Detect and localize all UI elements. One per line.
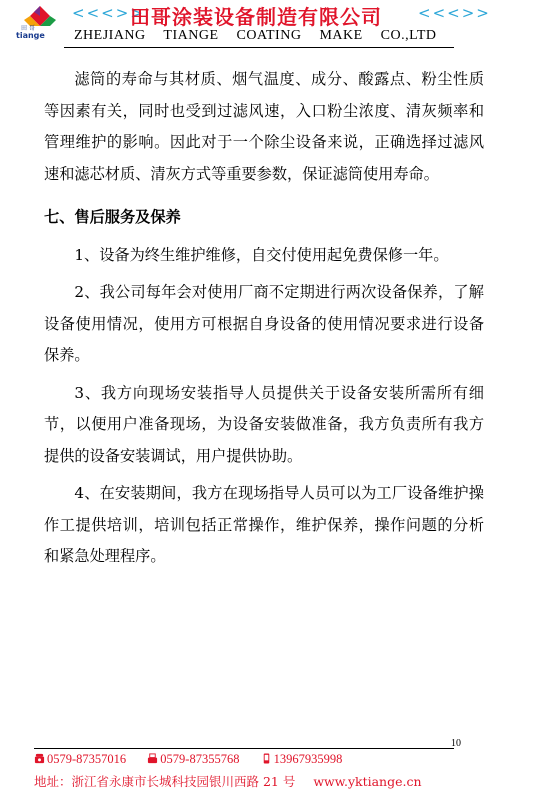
footer-fax xyxy=(147,752,239,767)
document-body xyxy=(44,64,484,573)
fax-icon xyxy=(147,753,158,764)
page-number: 10 xyxy=(451,738,461,749)
company-name-cn: 田哥涂装设备制造有限公司 xyxy=(130,5,382,29)
mobile-number: 13967935998 xyxy=(273,752,343,766)
page-header xyxy=(0,0,552,52)
footer-contacts xyxy=(34,752,360,767)
list-item: 3、我方向现场安装指导人员提供关于设备安装所需所有细节，以便用户准备现场，为设备安装做准备，我方负责所有我方提供的设备安装调试，用户提供协助。 xyxy=(44,383,484,465)
mobile-phone-icon xyxy=(261,753,272,764)
list-item: 2、我公司每年会对使用厂商不定期进行两次设备保养，了解设备使用情况，使用方可根据自身设备的使用情况要求进行设备保养。 xyxy=(44,283,484,364)
list-item: 1、设备为终生维护维修，自交付使用起免费保修一年。 xyxy=(74,245,449,264)
website-link[interactable]: www.yktiange.cn xyxy=(313,774,422,789)
logo-cn-text: 田 哥 xyxy=(21,25,35,32)
header-divider xyxy=(64,47,454,48)
fax-number: 0579-87355768 xyxy=(160,752,240,766)
footer-mobile xyxy=(261,752,343,767)
company-address: 地址：浙江省永康市长城科技园银川西路 21 号 xyxy=(34,774,296,789)
footer-address-line xyxy=(34,772,422,790)
phone-number: 0579-87357016 xyxy=(47,752,127,766)
logo-en-text: tiange xyxy=(16,31,45,40)
header-arrows-left: <<<>> xyxy=(72,4,145,22)
header-arrows-right: <<<>> xyxy=(418,4,491,22)
footer-phone xyxy=(34,752,126,767)
company-name-en: ZHEJIANG TIANGE COATING MAKE CO.,LTD xyxy=(74,28,437,43)
footer-divider xyxy=(34,748,454,749)
list-item: 4、在安装期间，我方在现场指导人员可以为工厂设备维护操作工提供培训，培训包括正常操作，维护保养，操作问题的分析和紧急处理程序。 xyxy=(44,484,484,565)
paragraph-filter-lifetime: 滤筒的寿命与其材质、烟气温度、成分、酸露点、粉尘性质等因素有关，同时也受到过滤风速，入口粉尘浓度、清灰频率和管理维护的影响。因此对于一个除尘设备来说，正确选择过滤风速和滤芯材质、清灰方式等重要参数，保证滤筒使用寿命。 xyxy=(44,70,484,183)
section-title-after-sales: 七、售后服务及保养 xyxy=(44,208,181,226)
telephone-icon xyxy=(34,753,45,764)
